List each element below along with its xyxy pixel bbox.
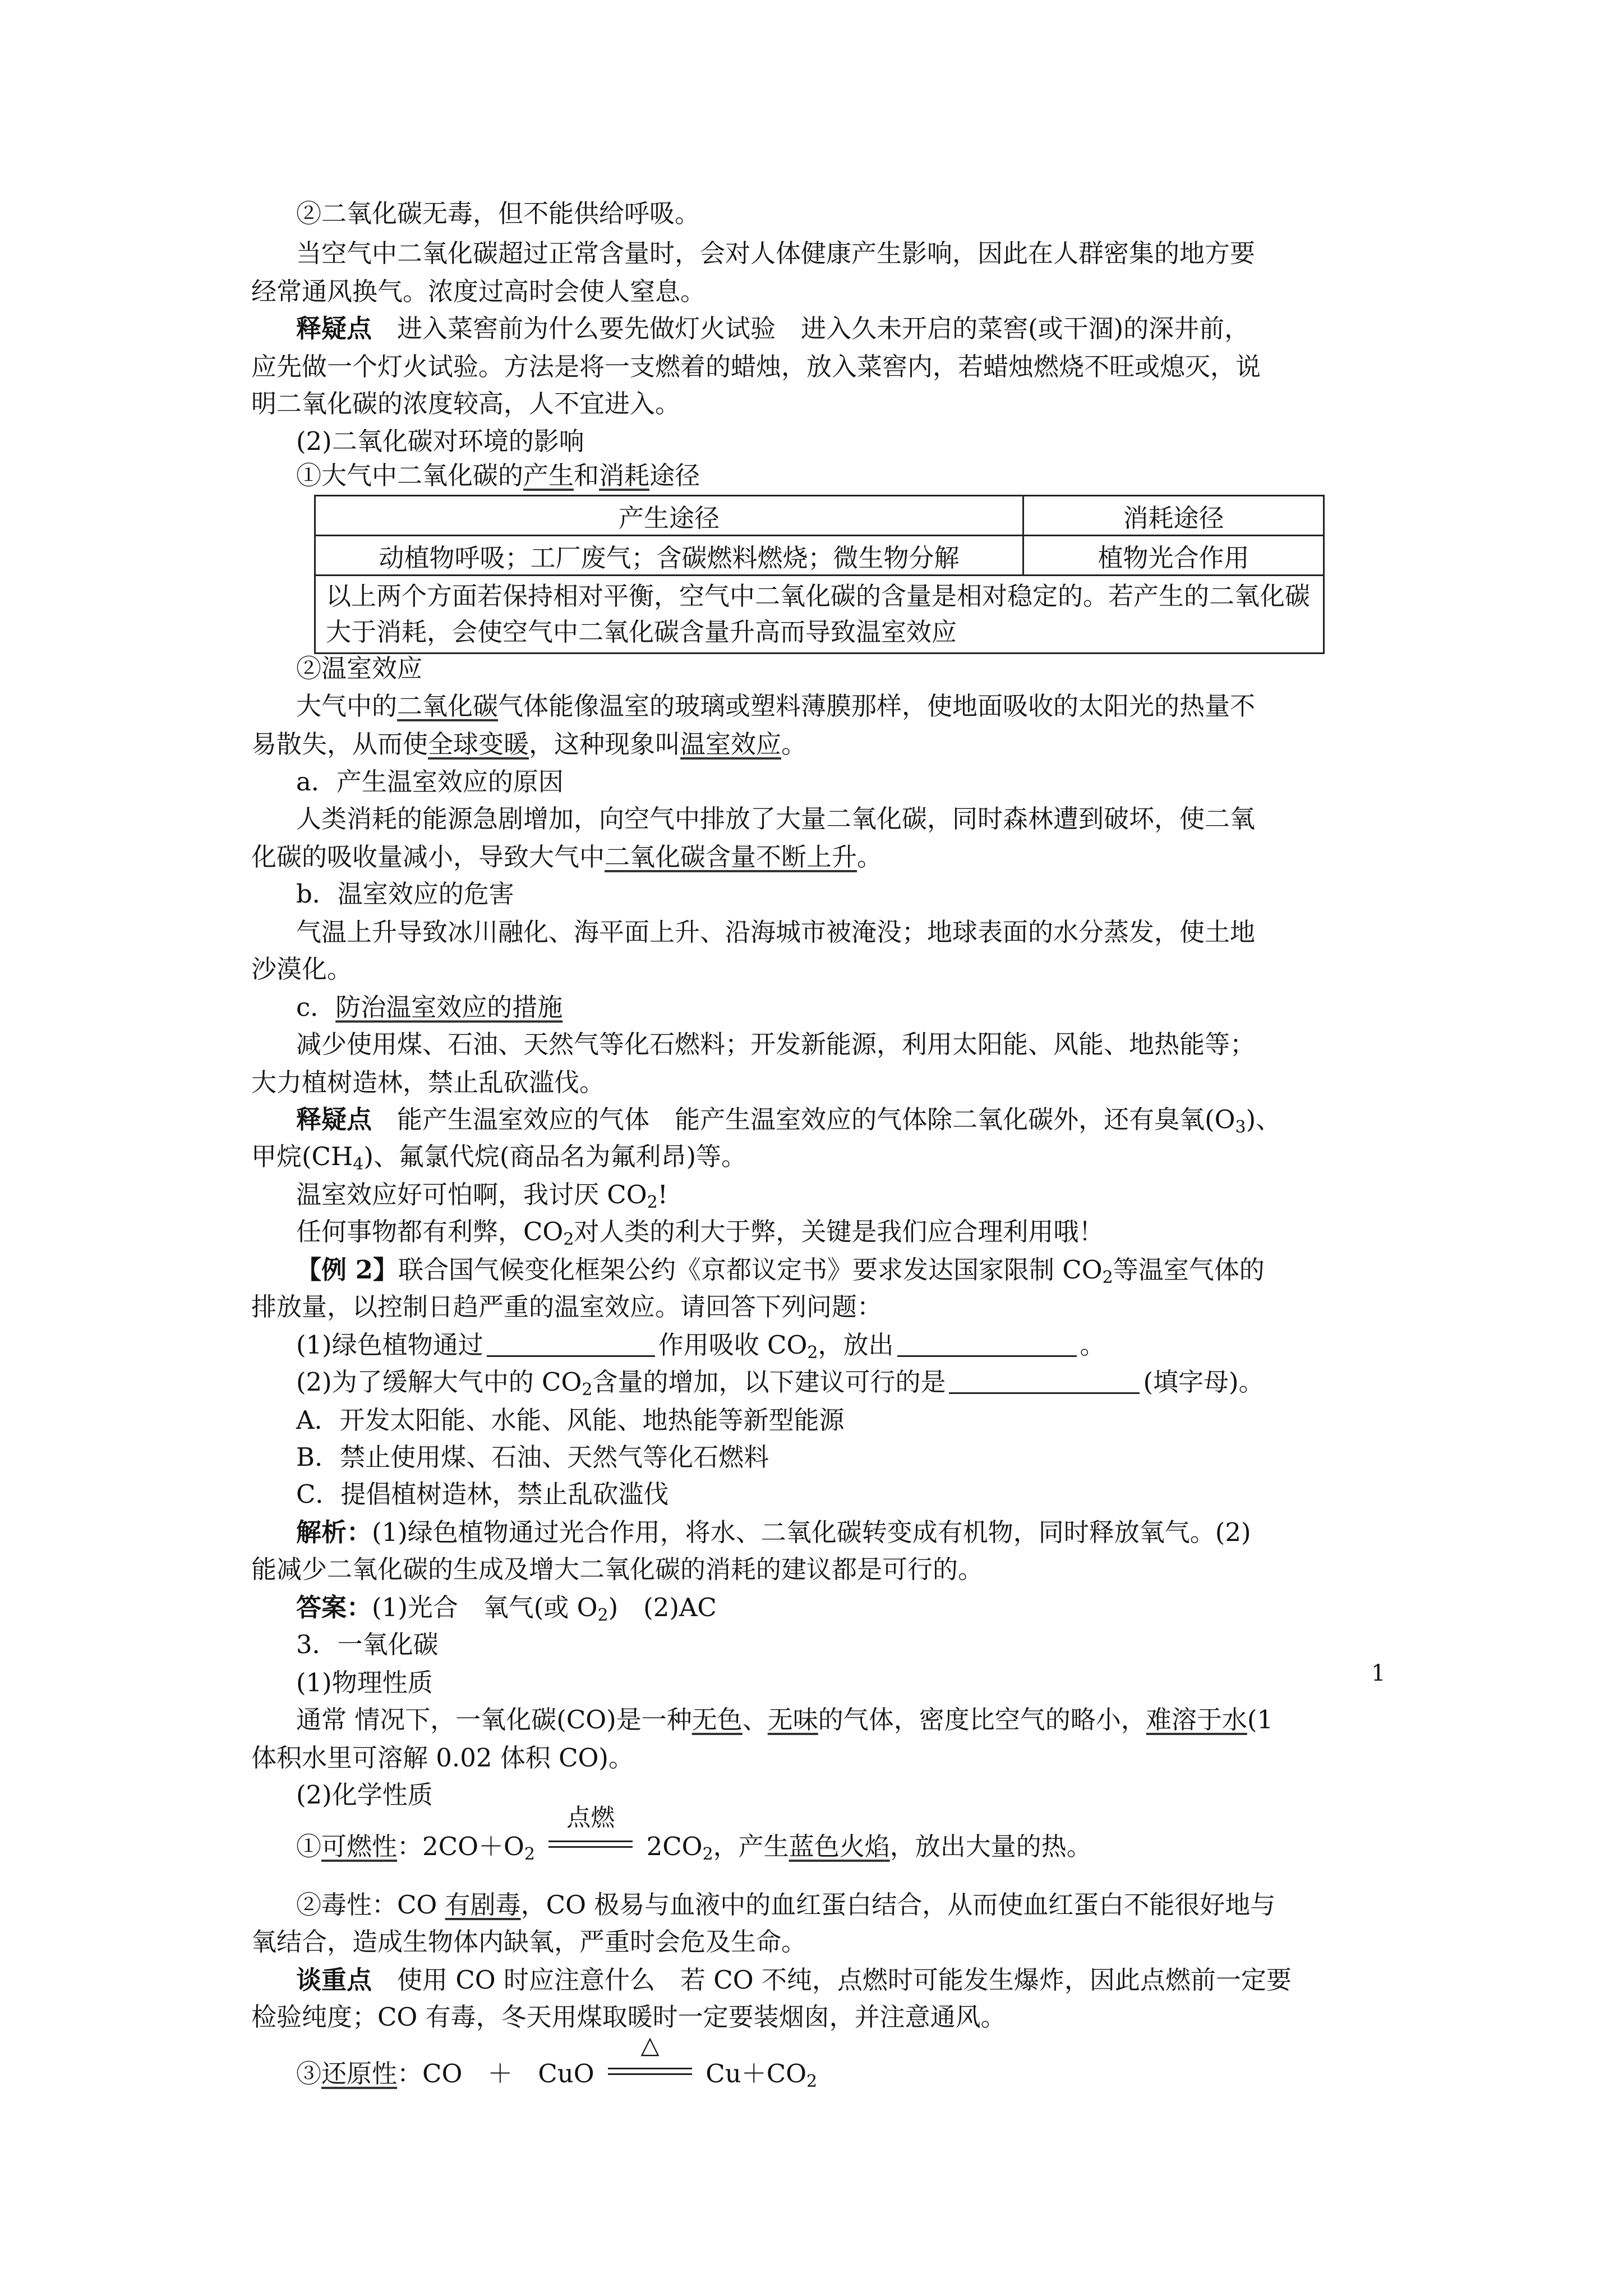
table-row: [315, 536, 1324, 576]
note-label: 释疑点: [296, 314, 372, 343]
answer-label: 答案：: [296, 1593, 372, 1622]
question-line: (2)为了缓解大气中的 $CO_2$含量的增加，以下建议可行的是 (填字母)。: [296, 1367, 1264, 1400]
section-heading: (2)二氧化碳对环境的影响: [296, 426, 584, 456]
equation-line: ③还原性：CO ＋ CuO △ $Cu+CO_2$: [296, 2056, 817, 2100]
paragraph-line: 大力植树造林，禁止乱砍滥伐。: [251, 1068, 605, 1097]
note-line: 释疑点 能产生温室效应的气体 能产生温室效应的气体除二氧化碳外，还有臭氧$(O_3)$、: [296, 1105, 1281, 1137]
paragraph-line: 应先做一个灯火试验。方法是将一支燃着的蜡烛，放入菜窖内，若蜡烛燃烧不旺或熄灭，说: [251, 352, 1261, 381]
paragraph-line: 化碳的吸收量减小，导致大气中二氧化碳含量不断上升。: [251, 842, 883, 872]
paragraph-line: 甲烷$(CH_4)$、氟氯代烷(商品名为氟利昂)等。: [251, 1142, 746, 1174]
choice-option: B．禁止使用煤、石油、天然气等化石燃料: [296, 1442, 769, 1472]
sub-heading: ②温室效应: [296, 654, 423, 683]
paragraph-line: 人类消耗的能源急剧增加，向空气中排放了大量二氧化碳，同时森林遭到破坏，使二氧: [296, 804, 1256, 834]
paragraph-line: 大气中的二氧化碳气体能像温室的玻璃或塑料薄膜那样，使地面吸收的太阳光的热量不: [296, 691, 1256, 721]
answer-line: 答案：(1)光合 氧气(或 $O_2$) (2)AC: [296, 1593, 717, 1625]
table-cell: 动植物呼吸；工厂废气；含碳燃料燃烧；微生物分解: [315, 536, 1023, 576]
paragraph-line: 体积水里可溶解 0.02 体积 CO)。: [251, 1743, 634, 1773]
paragraph-line: 气温上升导致冰川融化、海平面上升、沿海城市被淹没；地球表面的水分蒸发，使土地: [296, 917, 1256, 947]
co2-pathway-table: [314, 495, 1325, 654]
paragraph-line: 温室效应好可怕啊，我讨厌 $CO_2$!: [296, 1180, 668, 1212]
analysis-line: 解析：(1)绿色植物通过光合作用，将水、二氧化碳转变成有机物，同时释放氧气。(2): [296, 1517, 1251, 1547]
paragraph-line: 排放量，以控制日趋严重的温室效应。请回答下列问题：: [251, 1292, 883, 1322]
note-label: 谈重点: [296, 1965, 372, 1995]
sub-heading: (2)化学性质: [296, 1780, 433, 1810]
table-header: 产生途径: [315, 496, 1023, 536]
choice-option: A．开发太阳能、水能、风能、地热能等新型能源: [296, 1405, 845, 1435]
example-label: 【例 2】: [296, 1255, 398, 1285]
paragraph-line: 沙漠化。: [251, 954, 353, 984]
table-note: 以上两个方面若保持相对平衡，空气中二氧化碳的含量是相对稳定的。若产生的二氧化碳大于消耗，会使空气中二氧化碳含量升高而导致温室效应: [315, 576, 1324, 654]
example-line: 【例 2】联合国气候变化框架公约《京都议定书》要求发达国家限制 $CO_2$等温室气体的: [296, 1255, 1265, 1287]
analysis-label: 解析：: [296, 1517, 372, 1547]
paragraph-line: 当空气中二氧化碳超过正常含量时，会对人体健康产生影响，因此在人群密集的地方要: [296, 238, 1256, 268]
answer-blank[interactable]: [949, 1370, 1140, 1394]
page-number: 1: [1371, 1660, 1386, 1686]
note-line: 谈重点 使用 CO 时应注意什么 若 CO 不纯，点燃时可能发生爆炸，因此点燃前一定要: [296, 1965, 1292, 1995]
paragraph-line: 氧结合，造成生物体内缺氧，严重时会危及生命。: [251, 1927, 807, 1957]
equation-line: ①可燃性：$2CO+O_2$ 点燃 $2CO_2$，产生蓝色火焰，放出大量的热。: [296, 1829, 1092, 1872]
reaction-arrow: [548, 1804, 633, 1857]
sub-heading: c．防治温室效应的措施: [296, 992, 563, 1022]
paragraph-line: 经常通风换气。浓度过高时会使人窒息。: [251, 277, 706, 306]
reaction-condition: 点燃: [566, 1804, 615, 1832]
paragraph-line: 易散失，从而使全球变暖，这种现象叫温室效应。: [251, 729, 807, 759]
answer-blank[interactable]: [897, 1333, 1077, 1357]
sub-heading: b．温室效应的危害: [296, 879, 514, 909]
choice-option: C．提倡植树造林，禁止乱砍滥伐: [296, 1479, 669, 1509]
paragraph-line: 减少使用煤、石油、天然气等化石燃料；开发新能源，利用太阳能、风能、地热能等；: [296, 1029, 1256, 1059]
paragraph-line: 任何事物都有利弊，$CO_2$对人类的利大于弊，关键是我们应合理利用哦！: [296, 1217, 1104, 1249]
reaction-arrow: [608, 2031, 692, 2085]
paragraph-line: ②毒性：CO 有剧毒，CO 极易与血液中的血红蛋白结合，从而使血红蛋白不能很好地与: [296, 1890, 1276, 1920]
heat-symbol: △: [640, 2031, 660, 2059]
note-line: 释疑点 进入菜窖前为什么要先做灯火试验 进入久未开启的菜窖(或干涸)的深井前，: [296, 314, 1250, 343]
question-line: (1)绿色植物通过 作用吸收 $CO_2$，放出 。: [296, 1330, 1105, 1363]
section-heading: 3．一氧化碳: [296, 1630, 439, 1659]
paragraph-line: 明二氧化碳的浓度较高，人不宜进入。: [251, 389, 681, 418]
paragraph-line: 检验纯度；CO 有毒，冬天用煤取暖时一定要装烟囱，并注意通风。: [251, 2002, 1006, 2032]
paragraph-line: ②二氧化碳无毒，但不能供给呼吸。: [296, 199, 700, 228]
paragraph-line: 能减少二氧化碳的生成及增大二氧化碳的消耗的建议都是可行的。: [251, 1554, 984, 1584]
note-label: 释疑点: [296, 1105, 372, 1134]
table-row: [315, 576, 1324, 654]
table-header-row: [315, 496, 1324, 536]
sub-heading: ①大气中二氧化碳的产生和消耗途径: [296, 461, 700, 490]
paragraph-line: 通常 情况下，一氧化碳(CO)是一种无色、无味的气体，密度比空气的略小，难溶于水(1: [296, 1705, 1274, 1734]
answer-blank[interactable]: [487, 1333, 655, 1357]
table-cell: 植物光合作用: [1023, 536, 1324, 576]
sub-heading: (1)物理性质: [296, 1668, 433, 1697]
table-header: 消耗途径: [1023, 496, 1324, 536]
sub-heading: a．产生温室效应的原因: [296, 767, 564, 797]
